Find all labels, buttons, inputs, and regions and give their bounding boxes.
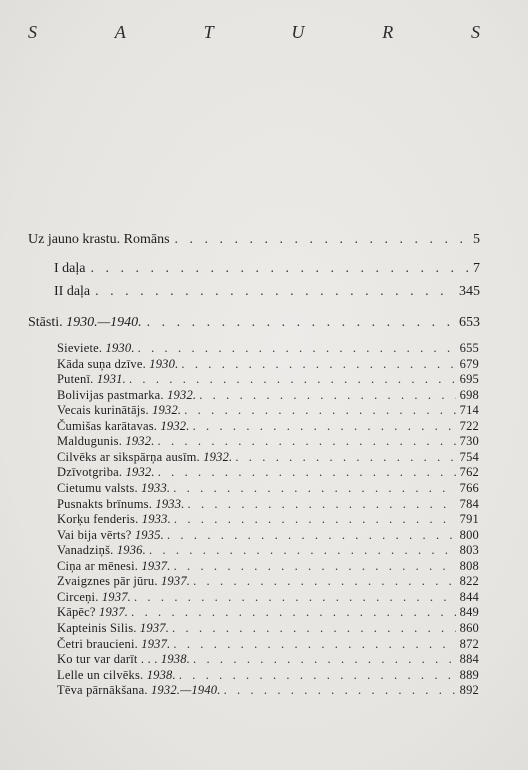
story-entry [57,465,479,480]
story-year: 1936. [116,543,146,558]
story-page-number: 695 [459,372,479,387]
dot-leader [184,403,455,418]
story-page-number: 698 [459,387,479,402]
story-entry [57,450,479,465]
story-label [57,528,164,543]
story-entry [57,543,479,558]
dot-leader [158,434,456,449]
story-label [57,543,146,558]
heading-letter: A [114,22,126,42]
story-page-number: 872 [459,636,479,651]
story-label [57,497,185,512]
story-title: Kāda suņa dzīve. [57,356,146,371]
story-entry [57,605,479,620]
toc-page-number: 5 [473,232,480,247]
story-title: Zvaigznes pār jūru. [57,574,158,589]
story-title: Ciņa ar mēnesi. [57,558,139,573]
story-entry [57,403,479,418]
dot-leader [158,465,456,480]
story-page-number: 822 [459,574,479,589]
dot-leader [193,419,456,434]
story-title: Vanadziņš. [57,543,114,558]
dot-leader [147,315,455,331]
story-title: Cilvēks ar sikspārņa ausīm. [57,449,200,464]
story-entry [57,668,479,683]
dot-leader [174,559,456,574]
dot-leader [138,341,456,356]
toc-entry-novel [28,232,480,248]
story-entry [57,481,479,496]
story-entry [57,341,479,356]
story-label [57,637,170,652]
story-year: 1937. [99,605,129,620]
story-page-number: 884 [459,652,479,666]
toc-entry-label: II daļa [54,284,91,299]
story-entry [57,590,479,605]
story-title: Dzīvotgriba. [57,465,123,480]
story-entry [57,574,479,589]
story-label [57,652,190,667]
story-year: 1933. [155,496,185,511]
story-label [57,574,190,589]
story-page-number: 808 [459,558,479,573]
toc-entry-label: I daļa [54,261,86,276]
story-year: 1938. [160,652,191,666]
story-page-number: 722 [459,418,479,433]
story-year: 1937. [141,636,171,651]
story-title: Lelle un cilvēks. [57,667,144,682]
story-title: Četri braucieni. [57,636,138,651]
story-entry [57,637,479,652]
story-entry [57,559,479,574]
story-year: 1937. [139,620,170,635]
dot-leader [199,388,455,403]
dot-leader [149,543,456,558]
story-label [57,403,181,418]
story-label [57,465,155,480]
story-page-number: 803 [459,543,479,558]
story-year: 1932. [203,449,233,464]
toc-entry-label: Uz jauno krastu. Romāns [28,232,170,247]
story-label [57,481,170,496]
heading-letter: S [471,22,480,42]
story-year: 1937. [141,558,171,573]
story-title: Ko tur var darīt . . . [57,652,158,666]
dot-leader [90,261,469,277]
story-label [57,668,176,683]
story-year: 1931. [96,372,126,387]
toc-entry-part [54,261,480,277]
story-page-number: 766 [459,481,479,495]
story-title: Čumišas karātavas. [57,418,158,433]
story-page-number: 800 [459,527,479,542]
story-page-number: 791 [459,512,479,526]
story-title: Vai bija vērts? [57,527,132,542]
story-entry [57,419,479,434]
dot-leader [134,590,456,605]
story-page-number: 762 [459,465,479,480]
toc-entry-years: 1930.—1940. [66,315,142,330]
story-page-number: 655 [459,341,479,355]
story-entry [57,497,479,512]
story-entry [57,372,479,387]
story-label [57,357,178,372]
story-entry [57,528,479,543]
dot-leader [173,637,455,652]
story-year: 1938. [146,667,176,682]
story-page-number: 844 [459,589,479,604]
heading-letter: S [28,22,37,42]
story-title: Circeņi. [57,589,99,604]
story-label [57,605,128,620]
story-year: 1932. [167,387,197,402]
story-entry [57,512,479,527]
dot-leader [224,683,456,698]
story-label [57,621,169,636]
story-label [57,419,190,434]
dot-leader [179,668,456,683]
story-entry [57,683,479,698]
story-title: Kapteinis Silis. [57,620,137,635]
story-page-number: 849 [459,605,479,620]
story-label [57,341,135,356]
story-title: Pusnakts brīnums. [57,496,153,511]
story-label [57,512,171,527]
story-year: 1937. [160,574,191,589]
story-page-number: 754 [459,449,479,464]
story-entry [57,357,479,372]
story-year: 1932. [125,434,155,449]
story-year: 1932. [160,418,190,433]
story-label [57,683,221,698]
story-year: 1932.—1940. [150,683,221,698]
story-year: 1930. [149,356,179,371]
heading-letter: U [291,22,305,42]
story-year: 1933. [141,481,171,495]
story-entry [57,388,479,403]
story-label [57,372,126,387]
story-title: Kāpēc? [57,605,96,620]
dot-leader [167,528,456,543]
story-title: Vecais kurinātājs. [57,403,149,418]
story-page-number: 714 [459,403,479,418]
story-page-number: 892 [459,683,479,698]
story-year: 1935. [134,527,164,542]
toc-page-number: 653 [459,315,480,330]
toc-entry-part [54,284,480,300]
story-label [57,559,171,574]
dot-leader [175,232,469,248]
toc-page-number: 345 [459,284,480,299]
dot-leader [173,481,455,496]
story-title: Maldugunis. [57,434,123,449]
story-entry [57,652,479,667]
story-entry [57,621,479,636]
toc-entry-label: Stāsti. 1930.—1940. [28,315,142,330]
story-year: 1930. [105,341,135,355]
story-page-number: 860 [459,620,479,635]
dot-leader [235,450,455,465]
toc-entry-stories [28,315,480,331]
story-page-number: 730 [459,434,479,449]
story-title: Korķu fenderis. [57,512,139,526]
dot-leader [193,574,456,589]
dot-leader [129,372,456,387]
story-year: 1937. [101,589,131,604]
story-entry [57,434,479,449]
story-page-number: 889 [459,667,479,682]
heading-letter: R [382,22,394,42]
dot-leader [131,605,456,620]
story-page-number: 784 [459,496,479,511]
toc-page-number: 7 [473,261,480,276]
contents-heading [28,22,480,43]
heading-letter: T [203,22,214,42]
dot-leader [193,652,456,667]
story-title: Tēva pārnākšana. [57,683,148,698]
dot-leader [181,357,455,372]
story-year: 1932. [125,465,155,480]
story-label [57,450,232,465]
dot-leader [172,621,456,636]
dot-leader [174,512,456,527]
story-title: Putenī. [57,372,94,387]
story-year: 1932. [152,403,182,418]
dot-leader [188,497,456,512]
dot-leader [95,284,455,300]
story-title: Sieviete. [57,341,103,355]
story-label [57,388,196,403]
story-label [57,590,131,605]
story-year: 1933. [141,512,171,526]
story-page-number: 679 [459,356,479,371]
story-label [57,434,155,449]
story-title: Cietumu valsts. [57,481,138,495]
story-title: Bolivijas pastmarka. [57,387,164,402]
